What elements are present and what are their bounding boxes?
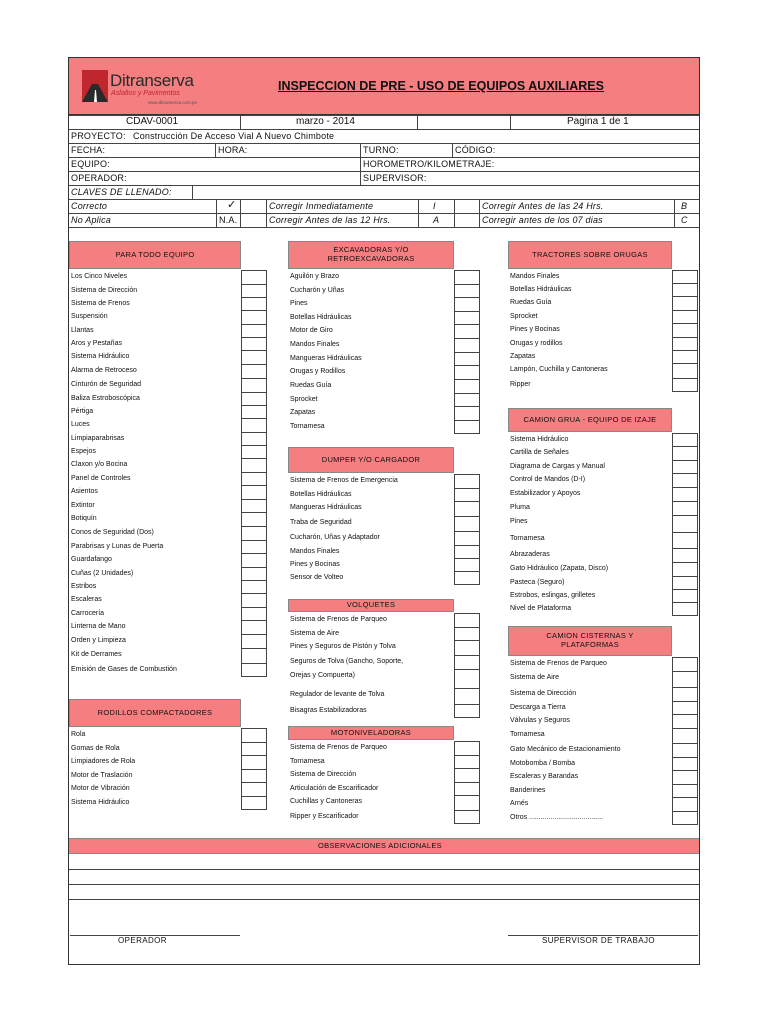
checklist-item-label: Botiquín — [71, 515, 97, 522]
checklist-item-label: Cartilla de Señales — [510, 449, 569, 456]
checklist-item-label: Ruedas Guía — [510, 299, 552, 306]
observaciones-line-1[interactable] — [69, 855, 699, 869]
checklist-item-label: Sistema de Aire — [510, 674, 560, 681]
checklist-item-checkbox[interactable] — [672, 487, 698, 501]
checklist-item-label: Mandos Finales — [290, 341, 340, 348]
checklist-item-label: Estribos — [71, 583, 97, 590]
checklist-item-checkbox[interactable] — [241, 350, 267, 364]
checklist-item-checkbox[interactable] — [672, 714, 698, 728]
checklist-item-checkbox[interactable] — [454, 297, 480, 311]
checklist-item-checkbox[interactable] — [672, 548, 698, 562]
proyecto-value: Construcción De Acceso Vial A Nuevo Chimbote — [133, 131, 335, 141]
checklist-item-label: Rola — [71, 731, 86, 738]
checklist-item-checkbox[interactable] — [241, 663, 267, 677]
checklist-item-label: Estrobos, eslingas, grilletes — [510, 592, 596, 599]
checklist-item-checkbox[interactable] — [241, 445, 267, 458]
checklist-item-label: Limpiadores de Rola — [71, 758, 136, 765]
checklist-item-checkbox[interactable] — [241, 499, 267, 512]
checklist-item-label: Orugas y Rodillos — [290, 368, 346, 375]
checklist-item-checkbox[interactable] — [454, 640, 480, 655]
checklist-item-checkbox[interactable] — [672, 460, 698, 473]
checklist-item-checkbox[interactable] — [241, 284, 267, 297]
checklist-item-label: Motor de Giro — [290, 327, 333, 334]
checklist-item-label: Orejas y Compuerta) — [290, 672, 355, 679]
checklist-item-checkbox[interactable] — [454, 516, 480, 531]
checklist-item-label: Sistema de Dirección — [290, 771, 357, 778]
checklist-item-label: Botellas Hidráulicas — [290, 491, 352, 498]
checklist-item-label: Cuchillas y Cantoneras — [290, 798, 362, 805]
checklist-item-label: Aros y Pestañas — [71, 340, 122, 347]
checklist-item-checkbox[interactable] — [672, 576, 698, 589]
operador-signature-label: OPERADOR — [118, 936, 167, 945]
checklist-item-label: Sistema de Dirección — [510, 690, 577, 697]
checklist-item-label: Parabrisas y Lunas de Puerta — [71, 543, 164, 550]
checklist-item-checkbox[interactable] — [454, 324, 480, 338]
checkmark-icon: ✓ — [227, 198, 237, 211]
claves-label: CLAVES DE LLENADO: — [71, 187, 172, 197]
key-corregir-12: Corregir Antes de las 12 Hrs. — [269, 215, 391, 225]
checklist-item-checkbox[interactable] — [672, 378, 698, 392]
section-todo-equipo: PARA TODO EQUIPO — [69, 241, 241, 269]
checklist-item-checkbox[interactable] — [454, 655, 480, 669]
checklist-item-label: Seguros de Tolva (Gancho, Soporte, — [290, 658, 404, 665]
checklist-item-checkbox[interactable] — [454, 379, 480, 393]
checklist-item-checkbox[interactable] — [241, 553, 267, 567]
form-code: CDAV-0001 — [126, 116, 179, 127]
checklist-item-label: Tornamesa — [510, 535, 545, 542]
checklist-item-label: Cucharón, Uñas y Adaptador — [290, 534, 380, 541]
checklist-item-checkbox[interactable] — [241, 472, 267, 485]
checklist-item-checkbox[interactable] — [241, 728, 267, 742]
checklist-item-label: Limpiaparabrisas — [71, 435, 125, 442]
fecha-field[interactable]: FECHA: — [71, 145, 106, 155]
checklist-item-checkbox[interactable] — [454, 741, 480, 755]
checklist-item-label: Suspensión — [71, 313, 108, 320]
checklist-item-checkbox[interactable] — [672, 687, 698, 701]
checklist-item-label: Los Cinco Niveles — [71, 273, 128, 280]
checklist-item-label: Sensor de Volteo — [290, 574, 344, 581]
checklist-item-label: Pluma — [510, 504, 530, 511]
equipo-field[interactable]: EQUIPO: — [71, 159, 110, 169]
checklist-item-label: Articulación de Escarificador — [290, 785, 379, 792]
checklist-item-label: Panel de Controles — [71, 475, 131, 482]
checklist-item-checkbox[interactable] — [241, 485, 267, 499]
checklist-item-checkbox[interactable] — [454, 338, 480, 352]
checklist-item-label: Baliza Estroboscópica — [71, 395, 140, 402]
checklist-item-checkbox[interactable] — [454, 488, 480, 501]
checklist-item-checkbox[interactable] — [241, 418, 267, 432]
checklist-item-label: Pértiga — [71, 408, 94, 415]
checklist-item-checkbox[interactable] — [241, 297, 267, 310]
checklist-item-label: Motor de Vibración — [71, 785, 130, 792]
checklist-item-label: Zapatas — [510, 353, 536, 360]
checklist-item-checkbox[interactable] — [454, 474, 480, 488]
checklist-item-checkbox[interactable] — [454, 627, 480, 640]
checklist-item-checkbox[interactable] — [672, 757, 698, 770]
checklist-item-checkbox[interactable] — [454, 393, 480, 406]
checklist-item-label: Mangueras Hidráulicas — [290, 355, 362, 362]
checklist-item-checkbox[interactable] — [672, 446, 698, 460]
checklist-item-label: Ruedas Guía — [290, 382, 332, 389]
checklist-item-checkbox[interactable] — [241, 270, 267, 284]
section-cisternas-line2: PLATAFORMAS — [560, 640, 620, 649]
checklist-item-label: Espejos — [71, 448, 96, 455]
checklist-item-label: Cuñas (2 Unidades) — [71, 570, 134, 577]
checklist-item-checkbox[interactable] — [672, 515, 698, 532]
checklist-item-checkbox[interactable] — [241, 310, 267, 324]
section-excavadoras-line1: EXCAVADORAS Y/O — [333, 245, 409, 255]
checklist-item-checkbox[interactable] — [672, 323, 698, 337]
checklist-item-checkbox[interactable] — [672, 589, 698, 602]
checklist-item-checkbox[interactable] — [672, 283, 698, 296]
checklist-item-checkbox[interactable] — [241, 567, 267, 580]
checklist-item-label: Tornamesa — [510, 731, 545, 738]
checklist-item-label: Asientos — [71, 488, 98, 495]
checklist-item-label: Pines y Seguros de Pistón y Tolva — [290, 643, 396, 650]
checklist-item-label: Mandos Finales — [510, 273, 560, 280]
checklist-item-checkbox[interactable] — [454, 406, 480, 420]
checklist-item-label: Zapatas — [290, 409, 316, 416]
checklist-item-label: Sistema de Frenos de Parqueo — [290, 744, 387, 751]
logo-url: www.ditranserva.com.pe — [148, 100, 198, 105]
checklist-item-checkbox[interactable] — [672, 671, 698, 687]
hora-field[interactable]: HORA: — [218, 145, 248, 155]
checklist-item-label: Motobomba / Bomba — [510, 760, 575, 767]
horometro-field[interactable]: HOROMETRO/KILOMETRAJE: — [363, 159, 495, 169]
checklist-item-label: Gato Mecánico de Estacionamiento — [510, 746, 621, 753]
section-camion-grua: CAMION GRUA - EQUIPO DE IZAJE — [508, 408, 672, 432]
checklist-item-label: Pines — [510, 518, 528, 525]
checklist-item-checkbox[interactable] — [241, 620, 267, 634]
checklist-item-checkbox[interactable] — [241, 512, 267, 526]
checklist-item-checkbox[interactable] — [672, 784, 698, 797]
checklist-item-checkbox[interactable] — [672, 562, 698, 576]
checklist-item-label: Traba de Seguridad — [290, 519, 352, 526]
checklist-item-label: Sistema Hidráulico — [71, 799, 130, 806]
checklist-item-checkbox[interactable] — [672, 770, 698, 784]
operador-field[interactable]: OPERADOR: — [71, 173, 127, 183]
checklist-item-label: Sistema de Frenos de Parqueo — [510, 660, 607, 667]
section-motoniveladoras: MOTONIVELADORAS — [288, 726, 454, 740]
checklist-item-label: Orden y Limpieza — [71, 637, 126, 644]
checklist-item-checkbox[interactable] — [241, 405, 267, 418]
checklist-item-label: Abrazaderas — [510, 551, 550, 558]
supervisor-signature-label: SUPERVISOR DE TRABAJO — [542, 936, 656, 945]
section-excavadoras-line2: RETROEXCAVADORAS — [327, 254, 415, 263]
checklist-item-label: Extintor — [71, 502, 95, 509]
observaciones-title: OBSERVACIONES ADICIONALES — [318, 841, 442, 850]
checklist-item-checkbox[interactable] — [241, 540, 267, 553]
checklist-item-label: Cinturón de Seguridad — [71, 381, 142, 388]
checklist-item-checkbox[interactable] — [241, 634, 267, 648]
checklist-item-label: Escaleras y Barandas — [510, 773, 579, 780]
checklist-item-checkbox[interactable] — [241, 593, 267, 607]
section-volquetes: VOLQUETES — [288, 599, 454, 612]
checklist-item-checkbox[interactable] — [454, 613, 480, 627]
checklist-item-label: Sprocket — [510, 313, 538, 320]
section-tractores: TRACTORES SOBRE ORUGAS — [508, 241, 672, 269]
checklist-item-checkbox[interactable] — [241, 796, 267, 810]
checklist-item-checkbox[interactable] — [672, 433, 698, 446]
checklist-item-checkbox[interactable] — [241, 378, 267, 392]
checklist-item-label: Bisagras Estabilizadoras — [290, 707, 367, 714]
checklist-item-label: Tornamesa — [290, 423, 325, 430]
checklist-item-checkbox[interactable] — [672, 337, 698, 350]
checklist-item-label: Diagrama de Cargas y Manual — [510, 463, 605, 470]
observaciones-line-2[interactable] — [69, 870, 699, 884]
checklist-item-label: Estabilizador y Apoyos — [510, 490, 581, 497]
checklist-item-label: Ripper y Escarificador — [290, 813, 359, 820]
checklist-item-label: Pines y Bocinas — [510, 326, 560, 333]
checklist-item-label: Kit de Derrames — [71, 651, 122, 658]
key-a-mark: A — [433, 215, 440, 225]
checklist-item-label: Botellas Hidráulicas — [290, 314, 352, 321]
key-corregir-inmediatamente: Corregir Inmediatamente — [269, 201, 374, 211]
checklist-item-label: Mandos Finales — [290, 548, 340, 555]
checklist-item-checkbox[interactable] — [241, 458, 267, 472]
checklist-item-checkbox[interactable] — [672, 473, 698, 487]
key-corregir-07: Corregir antes de los 07 dias — [482, 215, 603, 225]
checklist-item-checkbox[interactable] — [241, 742, 267, 755]
checklist-item-checkbox[interactable] — [454, 688, 480, 704]
checklist-item-label: Ripper — [510, 381, 531, 388]
checklist-item-checkbox[interactable] — [241, 364, 267, 378]
checklist-item-label: Escaleras — [71, 596, 102, 603]
key-na-mark: N.A. — [219, 215, 238, 225]
checklist-item-label: Luces — [71, 421, 90, 428]
checklist-item-checkbox[interactable] — [454, 531, 480, 545]
key-no-aplica: No Aplica — [71, 215, 111, 225]
checklist-item-checkbox[interactable] — [672, 270, 698, 283]
key-corregir-24: Corregir Antes de las 24 Hrs. — [482, 201, 604, 211]
observaciones-line-3[interactable] — [69, 885, 699, 899]
proyecto-label: PROYECTO: — [71, 131, 126, 141]
checklist-item-checkbox[interactable] — [454, 311, 480, 324]
section-rodillos: RODILLOS COMPACTADORES — [69, 699, 241, 727]
checklist-item-label: Válvulas y Seguros — [510, 717, 570, 724]
logo-tagline: Asfaltos y Pavimentos — [111, 90, 180, 97]
checklist-item-checkbox[interactable] — [454, 420, 480, 434]
checklist-item-checkbox[interactable] — [454, 270, 480, 284]
form-title: INSPECCION DE PRE - USO DE EQUIPOS AUXILIARES — [278, 79, 604, 93]
page-number: Pagina 1 de 1 — [567, 116, 629, 127]
supervisor-field[interactable]: SUPERVISOR: — [363, 173, 427, 183]
checklist-item-label: Sistema de Aire — [290, 630, 340, 637]
checklist-item-label: Sistema de Frenos — [71, 300, 130, 307]
section-excavadoras — [288, 241, 454, 269]
key-i-mark: I — [433, 201, 436, 211]
checklist-item-label: Arnés — [510, 800, 529, 807]
checklist-item-label: Sistema de Frenos de Emergencia — [290, 477, 398, 484]
company-logo — [82, 70, 232, 110]
checklist-item-label: Regulador de levante de Tolva — [290, 691, 385, 698]
checklist-item-label: Cucharón y Uñas — [290, 287, 345, 294]
section-cisternas — [508, 626, 672, 656]
checklist-item-checkbox[interactable] — [672, 532, 698, 548]
checklist-item-checkbox[interactable] — [454, 810, 480, 824]
checklist-item-checkbox[interactable] — [454, 795, 480, 810]
section-cisternas-line1: CAMION CISTERNAS Y — [546, 631, 634, 641]
checklist-item-checkbox[interactable] — [241, 580, 267, 593]
checklist-item-checkbox[interactable] — [454, 768, 480, 782]
key-b-mark: B — [681, 201, 688, 211]
checklist-item-label: Orugas y rodillos — [510, 340, 563, 347]
checklist-item-checkbox[interactable] — [241, 324, 267, 337]
checklist-item-label: Otros ...................................... — [510, 814, 603, 821]
checklist-item-label: Botellas Hidráulicas — [510, 286, 572, 293]
checklist-item-checkbox[interactable] — [672, 728, 698, 743]
checklist-item-checkbox[interactable] — [241, 526, 267, 540]
checklist-item-label: Pines — [290, 300, 308, 307]
checklist-item-label: Carrocería — [71, 610, 105, 617]
checklist-item-checkbox[interactable] — [672, 602, 698, 616]
checklist-item-label: Pines y Bocinas — [290, 561, 340, 568]
checklist-item-label: Gomas de Rola — [71, 745, 120, 752]
checklist-item-checkbox[interactable] — [672, 797, 698, 811]
checklist-item-checkbox[interactable] — [454, 365, 480, 379]
checklist-item-label: Motor de Traslación — [71, 772, 133, 779]
checklist-item-label: Tornamesa — [290, 758, 325, 765]
checklist-item-checkbox[interactable] — [241, 769, 267, 782]
checklist-item-checkbox[interactable] — [672, 350, 698, 363]
checklist-item-checkbox[interactable] — [241, 782, 267, 796]
turno-field[interactable]: TURNO: — [363, 145, 399, 155]
key-c-mark: C — [681, 215, 688, 225]
checklist-item-label: Claxon y/o Bocina — [71, 461, 128, 468]
checklist-item-label: Sistema de Dirección — [71, 287, 138, 294]
checklist-item-checkbox[interactable] — [454, 545, 480, 558]
checklist-item-checkbox[interactable] — [241, 337, 267, 350]
checklist-item-label: Sprocket — [290, 396, 318, 403]
checklist-item-checkbox[interactable] — [454, 782, 480, 795]
key-correcto: Correcto — [71, 201, 108, 211]
checklist-item-checkbox[interactable] — [672, 501, 698, 515]
checklist-item-checkbox[interactable] — [454, 704, 480, 718]
checklist-item-label: Pasteca (Seguro) — [510, 579, 565, 586]
checklist-item-label: Descarga a Tierra — [510, 704, 566, 711]
checklist-item-label: Alarma de Retroceso — [71, 367, 137, 374]
checklist-item-label: Sistema Hidráulico — [71, 353, 130, 360]
checklist-item-checkbox[interactable] — [454, 571, 480, 585]
checklist-item-label: Control de Mandos (D-I) — [510, 476, 586, 483]
checklist-item-checkbox[interactable] — [241, 392, 267, 405]
checklist-item-label: Banderines — [510, 787, 546, 794]
checklist-item-label: Lampón, Cuchilla y Cantoneras — [510, 366, 608, 373]
checklist-item-checkbox[interactable] — [672, 701, 698, 714]
checklist-item-label: Nivel de Plataforma — [510, 605, 572, 612]
checklist-item-checkbox[interactable] — [454, 755, 480, 768]
checklist-item-label: Sistema Hidráulico — [510, 436, 569, 443]
checklist-item-checkbox[interactable] — [454, 669, 480, 688]
checklist-item-checkbox[interactable] — [241, 755, 267, 769]
checklist-item-checkbox[interactable] — [672, 743, 698, 757]
checklist-item-label: Emisión de Gases de Combustión — [71, 666, 177, 673]
checklist-item-label: Linterna de Mano — [71, 623, 126, 630]
checklist-item-checkbox[interactable] — [672, 657, 698, 671]
checklist-item-checkbox[interactable] — [241, 432, 267, 445]
checklist-item-checkbox[interactable] — [241, 607, 267, 620]
logo-name: Ditranserva — [110, 71, 194, 90]
checklist-item-checkbox[interactable] — [672, 296, 698, 310]
codigo-field[interactable]: CÓDIGO: — [455, 145, 496, 155]
checklist-item-checkbox[interactable] — [672, 310, 698, 323]
checklist-item-checkbox[interactable] — [241, 648, 267, 663]
checklist-item-label: Guardafango — [71, 556, 112, 563]
checklist-item-label: Sistema de Frenos de Parqueo — [290, 616, 387, 623]
checklist-item-checkbox[interactable] — [672, 363, 698, 378]
checklist-item-checkbox[interactable] — [672, 811, 698, 825]
checklist-item-label: Conos de Seguridad (Dos) — [71, 529, 154, 536]
checklist-item-checkbox[interactable] — [454, 558, 480, 571]
checklist-item-label: Mangueras Hidráulicas — [290, 504, 362, 511]
checklist-item-label: Llantas — [71, 327, 94, 334]
section-dumper: DUMPER Y/O CARGADOR — [288, 447, 454, 473]
checklist-item-label: Aguilón y Brazo — [290, 273, 340, 280]
form-date: marzo - 2014 — [296, 116, 355, 127]
checklist-item-checkbox[interactable] — [454, 352, 480, 365]
checklist-item-checkbox[interactable] — [454, 284, 480, 297]
checklist-item-label: Gato Hidráulico (Zapata, Disco) — [510, 565, 609, 572]
checklist-item-checkbox[interactable] — [454, 501, 480, 516]
